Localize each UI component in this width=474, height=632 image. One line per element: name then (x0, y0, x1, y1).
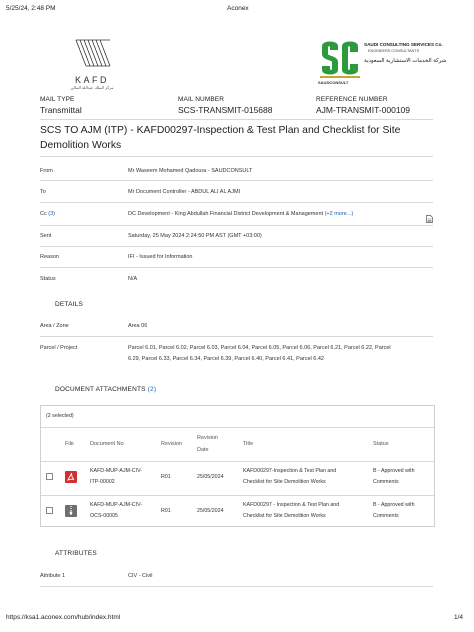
reason-value: IFI - Issued for Information (128, 254, 193, 260)
cc-more-link[interactable]: (+2 more...) (324, 211, 354, 217)
to-value: Mr Document Controller - ABDUL ALI AL AJMI (128, 189, 241, 195)
reference-number-label: REFERENCE NUMBER (316, 96, 388, 103)
status-line-1: B - Approved with (373, 502, 415, 508)
column-header-revision-date-2: Date (197, 447, 209, 453)
kafd-tagline: مركز الملك عبدالله المالي (70, 85, 114, 90)
kafd-wordmark: KAFD (74, 75, 109, 85)
area-zone-label: Area / Zone (40, 323, 69, 329)
attachments-table (40, 405, 435, 527)
column-header-title: Title (243, 441, 254, 447)
saudconsult-subtitle: ENGINEERS CONSULTANTS (368, 49, 420, 53)
document-no-line-2: OCS-00005 (90, 513, 118, 519)
column-header-document-no: Document No (90, 441, 124, 447)
row-checkbox[interactable] (46, 507, 53, 514)
subject-line-1: SCS TO AJM (ITP) - KAFD00297-Inspection & Test Plan and Checklist for Site (40, 125, 401, 136)
saudconsult-company-name: SAUDI CONSULTING SERVICES Co. (364, 42, 443, 47)
divider (40, 225, 433, 226)
divider (40, 119, 433, 120)
mail-number-label: MAIL NUMBER (178, 96, 225, 103)
status-label: Status (40, 276, 56, 282)
to-label: To (40, 189, 46, 195)
parcel-project-value-line-1: Parcel 6.01, Parcel 6.02, Parcel 6.03, Parcel 6.04, Parcel 6.05, Parcel 6.06, Parcel 6.21, Parcel 6.22, Parcel (128, 345, 391, 351)
zip-icon[interactable] (65, 504, 77, 516)
attachments-heading (55, 386, 156, 393)
divider (40, 267, 433, 268)
selected-count: (2 selected) (46, 413, 74, 419)
title-line-2: Checklist for Site Demolition Works (243, 479, 326, 485)
attribute-1-value: CIV - Civil (128, 573, 153, 579)
reference-number-value: AJM-TRANSMIT-000109 (316, 105, 410, 115)
reason-label: Reason (40, 254, 59, 260)
status-line-2: Comments (373, 513, 399, 519)
mail-type-value: Transmittal (40, 105, 82, 115)
area-zone-value: Area 06 (128, 323, 148, 329)
saudconsult-logo-mark (318, 38, 362, 82)
cc-label-text: Cc (40, 211, 47, 217)
status-line-2: Comments (373, 479, 399, 485)
parcel-project-value-line-2: 6.29, Parcel 6.33, Parcel 6.34, Parcel 6.39, Parcel 6.40, Parcel 6.41, Parcel 6.42 (128, 356, 324, 362)
column-header-file: File (65, 441, 74, 447)
revision-value: R01 (161, 474, 171, 480)
document-no-line-2: ITP-00002 (90, 479, 115, 485)
details-heading: DETAILS (55, 301, 84, 308)
document-no-line-1: KAFD-MUP-AJM-CIV- (90, 502, 143, 508)
mail-type-label: MAIL TYPE (40, 96, 75, 103)
saudconsult-arabic-name: شركة الخدمات الاستشارية السعودية (364, 58, 447, 64)
attachments-heading-text: DOCUMENT ATTACHMENTS (55, 386, 146, 393)
print-page-number: 1/4 (454, 614, 464, 621)
table-row[interactable] (41, 462, 434, 494)
table-row[interactable] (41, 496, 434, 526)
pdf-icon[interactable] (65, 470, 77, 482)
revision-date-value: 25/05/2024 (197, 508, 224, 514)
row-checkbox[interactable] (46, 473, 53, 480)
revision-value: R01 (161, 508, 171, 514)
attributes-heading: ATTRIBUTES (55, 550, 97, 557)
kafd-logo (62, 36, 122, 92)
document-icon[interactable] (426, 210, 433, 218)
status-line-1: B - Approved with (373, 468, 415, 474)
saudconsult-short-name: SAUDCONSULT (318, 80, 349, 85)
document-no-line-1: KAFD-MUP-AJM-CIV- (90, 468, 143, 474)
column-header-revision: Revision (161, 441, 183, 447)
divider (40, 246, 433, 247)
divider (40, 202, 433, 203)
cc-count-link[interactable]: (3) (48, 211, 55, 217)
attachments-count[interactable]: (2) (147, 386, 157, 393)
print-app-name: Aconex (227, 5, 249, 12)
print-datetime: 5/25/24, 2:48 PM (6, 5, 56, 12)
from-label: From (40, 168, 53, 174)
column-header-revision-date-1: Revision (197, 435, 219, 441)
divider (40, 180, 433, 181)
column-header-status: Status (373, 441, 389, 447)
cc-label (40, 211, 55, 217)
title-line-2: Checklist for Site Demolition Works (243, 513, 326, 519)
parcel-project-label: Parcel / Project (40, 345, 78, 351)
revision-date-value: 25/05/2024 (197, 474, 224, 480)
divider (40, 336, 433, 337)
attribute-1-label: Attribute 1 (40, 573, 66, 579)
saudconsult-logo (318, 38, 447, 88)
status-value: N/A (128, 276, 138, 282)
sent-value: Saturday, 25 May 2024 2:24:50 PM AST (GMT +03:00) (128, 233, 262, 239)
divider (40, 156, 433, 157)
print-url: https://ksa1.aconex.com/hub/index.html (6, 614, 121, 621)
divider (41, 427, 434, 428)
sent-label: Sent (40, 233, 52, 239)
from-value: Mr Waseem Mohamed Qadoura - SAUDCONSULT (128, 168, 253, 174)
title-line-1: KAFD00297-Inspection & Test Plan and (243, 468, 337, 474)
mail-number-value: SCS-TRANSMIT-015688 (178, 105, 273, 115)
cc-recipient: DC Development - King Abdullah Financial District Development & Management (128, 211, 324, 217)
kafd-logo-mark (62, 36, 122, 70)
title-line-1: KAFD00297 - Inspection & Test Plan and (243, 502, 340, 508)
divider (40, 586, 433, 587)
cc-value (128, 211, 353, 217)
subject-line-2: Demolition Works (40, 140, 122, 151)
